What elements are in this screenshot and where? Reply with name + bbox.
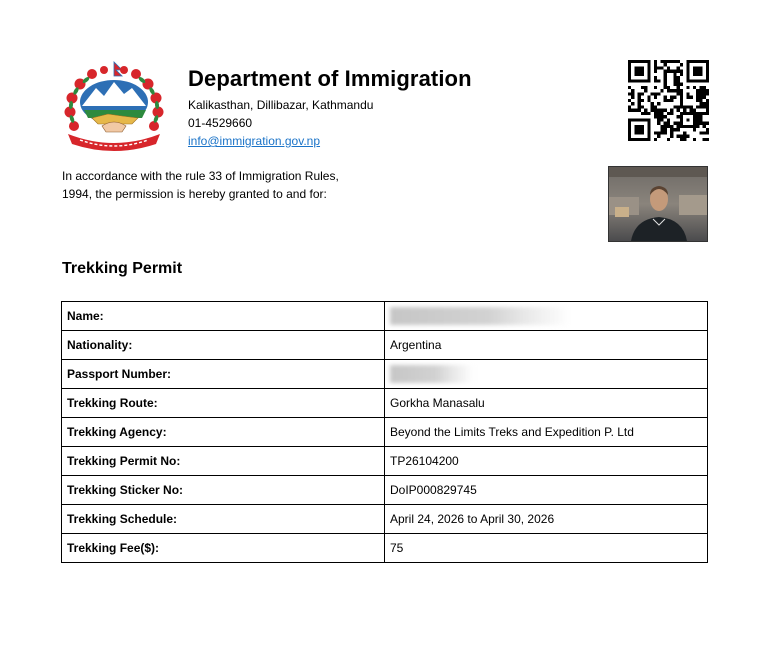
row-label: Trekking Schedule: (62, 505, 385, 534)
table-row (62, 331, 708, 360)
redaction-blur (390, 307, 570, 325)
row-label: Trekking Fee($): (62, 534, 385, 563)
row-label: Trekking Sticker No: (62, 476, 385, 505)
row-value: Argentina (385, 331, 708, 360)
email-link[interactable]: info@immigration.gov.np (188, 134, 321, 148)
applicant-photo (608, 166, 708, 242)
redacted-value (385, 302, 708, 331)
row-label: Nationality: (62, 331, 385, 360)
table-row (62, 505, 708, 534)
page-title: Department of Immigration (188, 66, 472, 91)
nepal-emblem-icon (62, 60, 166, 152)
table-row (62, 389, 708, 418)
row-value: 75 (385, 534, 708, 563)
row-label: Trekking Agency: (62, 418, 385, 447)
row-value: DoIP000829745 (385, 476, 708, 505)
table-row (62, 418, 708, 447)
office-address: Kalikasthan, Dillibazar, Kathmandu (188, 98, 374, 112)
row-label: Trekking Permit No: (62, 447, 385, 476)
table-row (62, 476, 708, 505)
permit-table (61, 301, 708, 563)
permit-title: Trekking Permit (62, 260, 183, 277)
row-label: Trekking Route: (62, 389, 385, 418)
row-value: April 24, 2026 to April 30, 2026 (385, 505, 708, 534)
row-value: Gorkha Manasalu (385, 389, 708, 418)
intro-text: In accordance with the rule 33 of Immigration Rules, 1994, the permission is hereby granted to and for: (62, 169, 339, 201)
table-row (62, 302, 708, 331)
row-value: TP26104200 (385, 447, 708, 476)
redaction-blur (390, 365, 474, 383)
table-row (62, 447, 708, 476)
row-value: Beyond the Limits Treks and Expedition P. Ltd (385, 418, 708, 447)
office-phone: 01-4529660 (188, 116, 253, 130)
redacted-value (385, 360, 708, 389)
row-label: Passport Number: (62, 360, 385, 389)
table-row (62, 360, 708, 389)
qr-code-icon (628, 60, 709, 141)
table-row (62, 534, 708, 563)
row-label: Name: (62, 302, 385, 331)
person-photo-icon (609, 167, 707, 241)
